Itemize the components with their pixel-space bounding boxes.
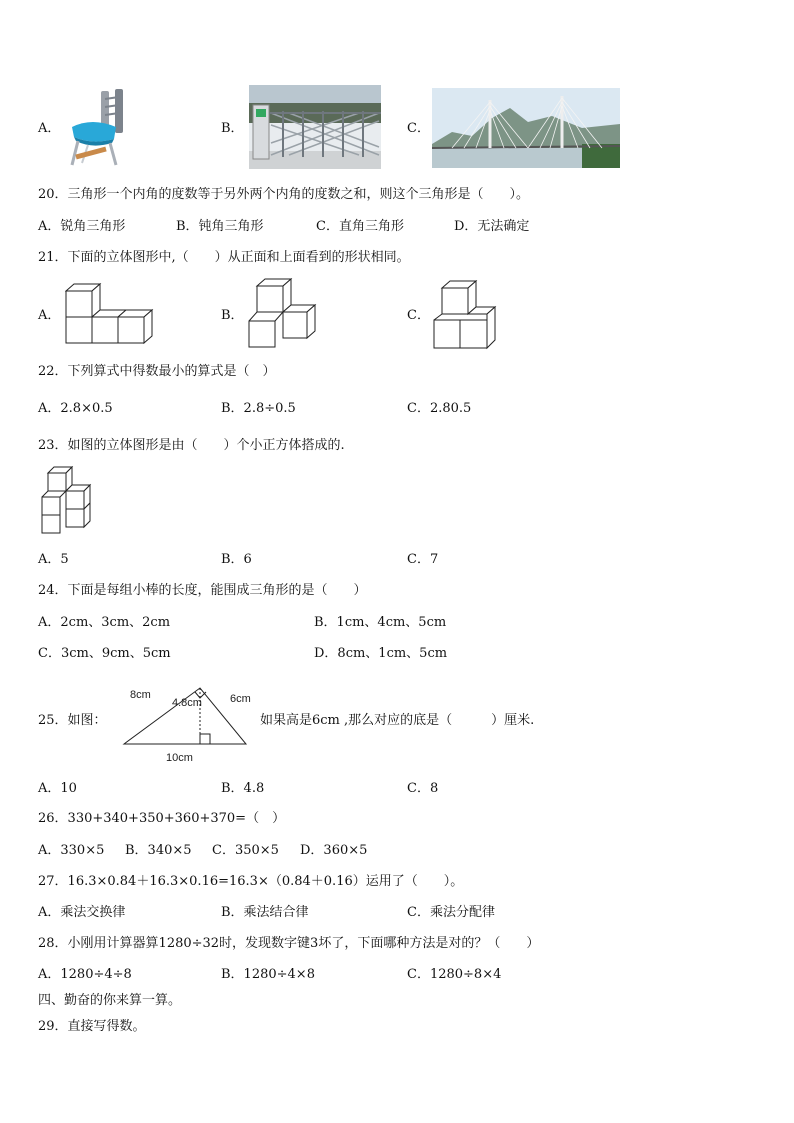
q28-stem: 28．小刚用计算器算1280÷32时，发现数字键3坏了，下面哪种方法是对的？（ ）: [38, 936, 540, 951]
q26-option-c[interactable]: C．350×5: [212, 843, 279, 858]
q22-option-a[interactable]: A．2.8×0.5: [38, 401, 113, 416]
q26-option-b[interactable]: B．340×5: [125, 843, 192, 858]
triangle-base-label: 10cm: [166, 752, 193, 764]
q27-option-c[interactable]: C．乘法分配律: [407, 905, 495, 920]
q28-option-b[interactable]: B．1280÷4×8: [221, 967, 315, 982]
q20-option-d[interactable]: D．无法确定: [454, 219, 530, 234]
q26-option-d[interactable]: D．360×5: [300, 843, 368, 858]
q21-option-c-label[interactable]: C．: [407, 308, 430, 323]
q27-stem: 27．16.3×0.84＋16.3×0.16=16.3×（0.84＋0.16）运用了（ ）。: [38, 874, 464, 889]
q25-option-c[interactable]: C．8: [407, 781, 439, 796]
q26-option-a[interactable]: A．330×5: [38, 843, 105, 858]
q25-prefix: 25．如图：: [38, 713, 107, 728]
q22-option-b[interactable]: B．2.8÷0.5: [221, 401, 296, 416]
q23-option-b[interactable]: B．6: [221, 552, 252, 567]
triangle-left-side-label: 8cm: [130, 689, 151, 701]
q27-option-a[interactable]: A．乘法交换律: [38, 905, 126, 920]
q24-option-c[interactable]: C．3cm、9cm、5cm: [38, 646, 171, 661]
right-triangle-figure: [120, 682, 254, 764]
cube-figure-b: [248, 278, 318, 348]
q20-option-c[interactable]: C．直角三角形: [316, 219, 404, 234]
q19-option-b-label: B．: [221, 121, 244, 136]
q27-option-b[interactable]: B．乘法结合律: [221, 905, 309, 920]
q24-option-b[interactable]: B．1cm、4cm、5cm: [314, 615, 447, 630]
triangle-right-side-label: 6cm: [230, 693, 251, 705]
q22-stem: 22．下列算式中得数最小的算式是（ ）: [38, 364, 276, 379]
bridge-image: [432, 88, 620, 168]
gate-image: [249, 85, 381, 169]
cube-figure-a: [65, 282, 155, 344]
q21-option-a-label[interactable]: A．: [38, 308, 61, 323]
q23-stem: 23．如图的立体图形是由（ ）个小正方体搭成的.: [38, 438, 345, 453]
q28-option-a[interactable]: A．1280÷4÷8: [38, 967, 132, 982]
q21-stem: 21．下面的立体图形中,（ ）从正面和上面看到的形状相同。: [38, 250, 410, 265]
q21-option-b-label[interactable]: B．: [221, 308, 244, 323]
chair-image: [66, 87, 126, 167]
q24-option-d[interactable]: D．8cm、1cm、5cm: [314, 646, 448, 661]
q29-stem: 29．直接写得数。: [38, 1019, 146, 1034]
q26-stem: 26．330+340+350+360+370=（ ）: [38, 811, 286, 826]
section-four-title: 四、勤奋的你来算一算。: [38, 993, 182, 1008]
q20-option-a[interactable]: A．锐角三角形: [38, 219, 126, 234]
q22-option-c[interactable]: C．2.80.5: [407, 401, 472, 416]
triangle-height-label: 4.8cm: [172, 697, 202, 709]
q25-suffix: 如果高是6cm ,那么对应的底是（ ）厘米.: [260, 713, 535, 728]
q19-option-c-label: C．: [407, 121, 430, 136]
q25-option-b[interactable]: B．4.8: [221, 781, 265, 796]
q20-stem: 20．三角形一个内角的度数等于另外两个内角的度数之和，则这个三角形是（ ）。: [38, 187, 530, 202]
q23-option-c[interactable]: C．7: [407, 552, 439, 567]
cube-figure-c: [433, 280, 497, 350]
q24-stem: 24．下面是每组小棒的长度，能围成三角形的是（ ）: [38, 583, 367, 598]
q23-option-a[interactable]: A．5: [38, 552, 69, 567]
q25-option-a[interactable]: A．10: [38, 781, 77, 796]
q24-option-a[interactable]: A．2cm、3cm、2cm: [38, 615, 171, 630]
q20-option-b[interactable]: B．钝角三角形: [176, 219, 264, 234]
q19-option-a-label: A．: [38, 121, 61, 136]
stacked-cubes-figure: [40, 466, 94, 536]
q28-option-c[interactable]: C．1280÷8×4: [407, 967, 502, 982]
